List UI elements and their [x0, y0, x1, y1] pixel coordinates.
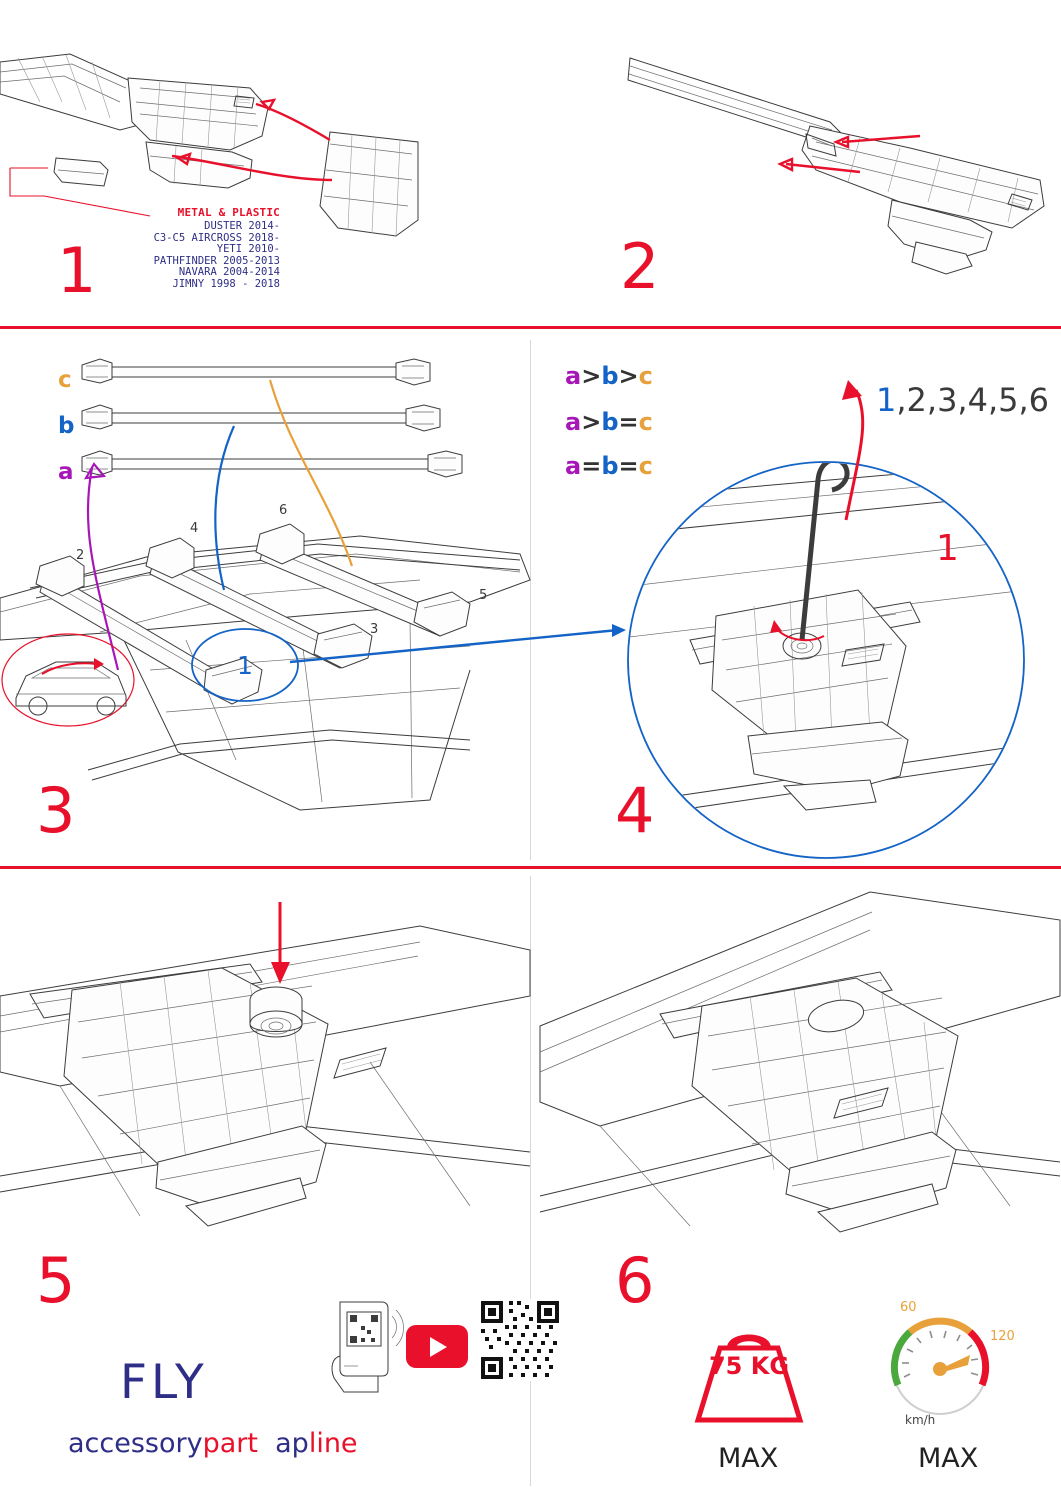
bar-tick-5: 5: [479, 588, 488, 603]
step6-illustration: [540, 876, 1060, 1276]
equation-term: a: [565, 452, 582, 480]
step2-illustration: [620, 30, 1050, 280]
step-number-3: 3: [36, 774, 76, 847]
equation-term: a: [565, 408, 582, 436]
equation-term: c: [638, 452, 653, 480]
equation-operator: >: [581, 408, 602, 436]
compatibility-item: PATHFINDER 2005-2013: [153, 254, 280, 267]
compatibility-title: METAL & PLASTIC: [177, 206, 280, 219]
brand-line-word: line: [308, 1428, 358, 1459]
brand-part: part: [202, 1428, 258, 1459]
speed-unit-label: km/h: [905, 1413, 936, 1427]
brand-tagline: [68, 1428, 358, 1459]
step-number-5: 5: [36, 1244, 76, 1317]
callout-step4-1: 1: [936, 528, 959, 569]
equation-operator: >: [618, 362, 639, 390]
separator-vertical-1: [530, 340, 531, 860]
bar-letter-b: b: [58, 413, 75, 439]
equation-operator: >: [581, 362, 602, 390]
brand-fly-text: FLY: [120, 1355, 208, 1410]
equation-operator: =: [581, 452, 602, 480]
step-number-4: 4: [615, 774, 655, 847]
gauge-min-label: 60: [900, 1300, 917, 1315]
max-load-label: MAX: [718, 1443, 779, 1474]
scan-qr-phone-icon: [330, 1296, 402, 1396]
compatibility-list: [100, 206, 280, 290]
brand-accessory: accessory: [68, 1428, 203, 1459]
compatibility-items: [100, 221, 280, 290]
step5-illustration: [0, 876, 530, 1276]
sequence-rest: ,2,3,4,5,6: [896, 381, 1050, 419]
separator-line-2: [0, 866, 1061, 869]
equation-term: b: [601, 452, 619, 480]
qr-code: [479, 1299, 561, 1381]
equation-operator: =: [618, 408, 639, 436]
bar-tick-2: 2: [76, 548, 85, 563]
sequence-first: 1: [876, 381, 897, 419]
max-speed-label: MAX: [918, 1443, 979, 1474]
callout-step3-1: 1: [237, 651, 253, 680]
step-number-1: 1: [57, 234, 97, 307]
bar-tick-4: 4: [190, 521, 199, 536]
bar-tick-3: 3: [370, 622, 379, 637]
separator-line-1: [0, 326, 1061, 329]
compatibility-item: JIMNY 1998 - 2018: [172, 277, 280, 290]
step3-illustration: [0, 340, 530, 860]
compatibility-item: C3-C5 AIRCROSS 2018-: [153, 231, 280, 244]
equation-term: b: [601, 408, 619, 436]
compatibility-item: DUSTER 2014-: [204, 220, 280, 232]
equation-term: c: [638, 408, 653, 436]
compatibility-item: NAVARA 2004-2014: [178, 266, 280, 278]
bar-letter-a: a: [58, 459, 74, 485]
equation-operator: =: [618, 452, 639, 480]
compatibility-item: YETI 2010-: [216, 243, 280, 255]
equation-term: a: [565, 362, 582, 390]
gauge-max-label: 120: [990, 1329, 1015, 1344]
bar-letter-c: c: [58, 367, 72, 393]
equation-term: c: [638, 362, 653, 390]
step-number-6: 6: [615, 1244, 655, 1317]
step-number-2: 2: [620, 230, 660, 303]
youtube-icon[interactable]: [406, 1325, 468, 1368]
equation-term: b: [601, 362, 619, 390]
step4-sequence-label: [876, 381, 1049, 419]
max-load-value: 75 KG: [708, 1352, 790, 1380]
brand-ap: ap: [275, 1428, 309, 1459]
bar-tick-6: 6: [279, 503, 288, 518]
max-speed-gauge-icon: [880, 1305, 1000, 1425]
